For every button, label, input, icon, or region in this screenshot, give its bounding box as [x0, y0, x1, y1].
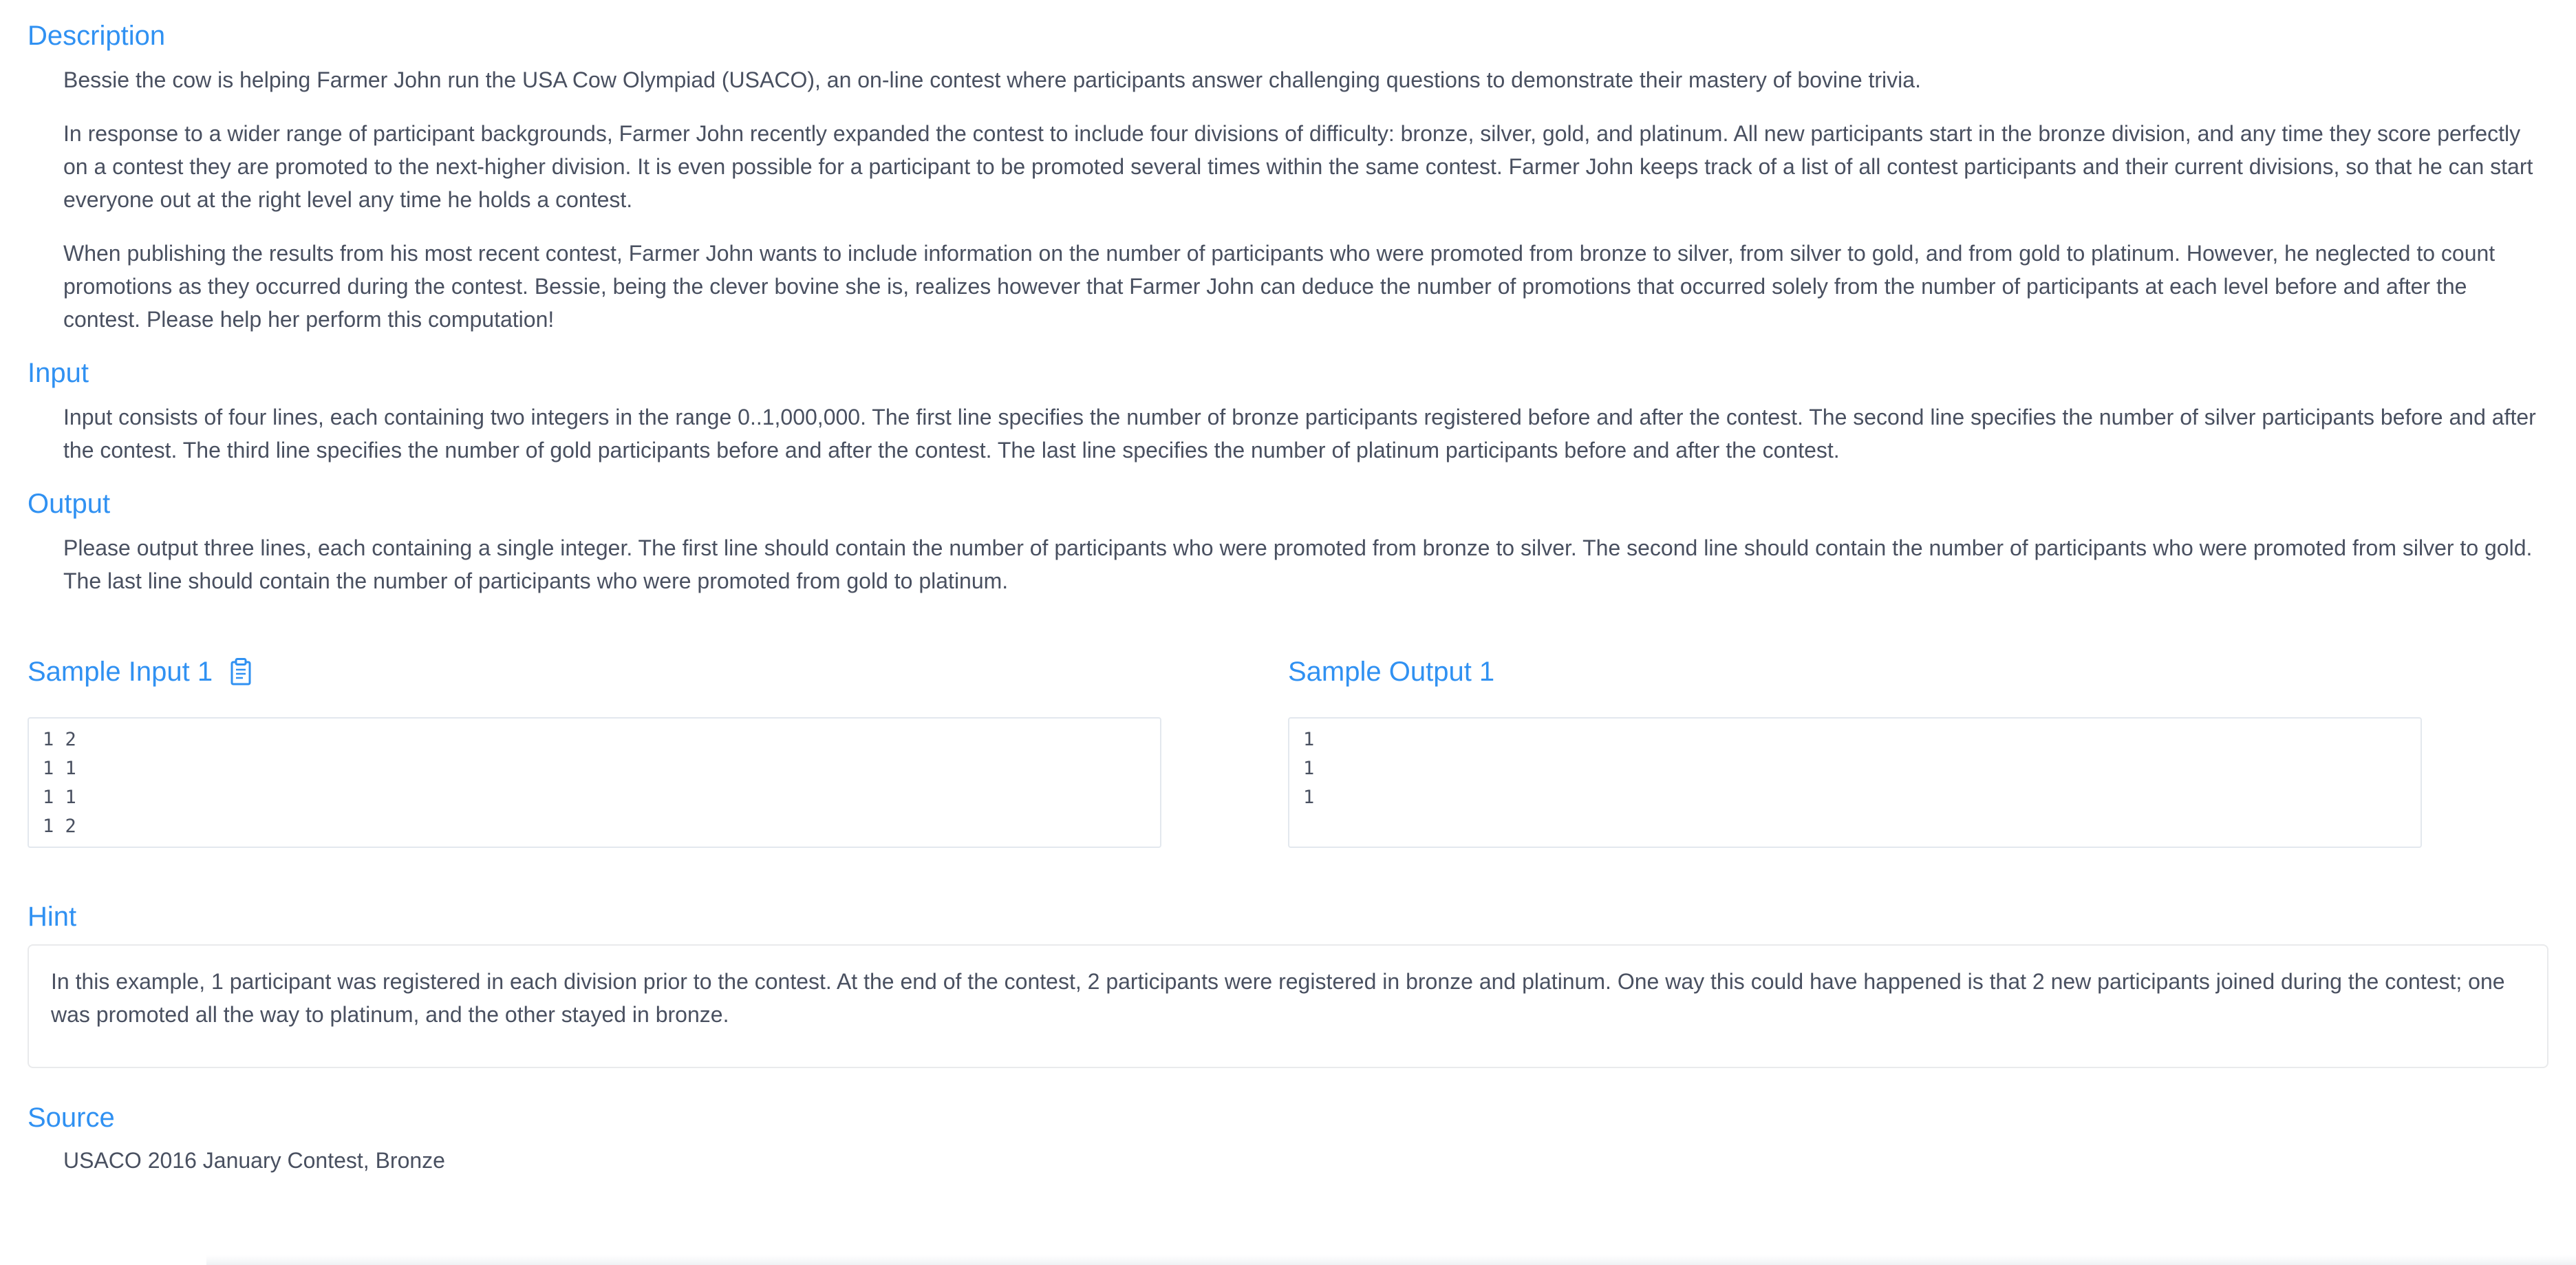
input-section — [28, 354, 2548, 467]
description-section — [28, 17, 2548, 336]
sample-input-title: Sample Input 1 — [28, 657, 213, 687]
description-paragraph: When publishing the results from his most recent contest, Farmer John wants to include information on the number of participants who were promoted from bronze to silver, from silver to gold, and from gold to platinum. However, he neglected to count promotions as they occurred during the contest. Bessie, being the clever bovine she is, realizes however that Farmer John can deduce the number of promotions that occurred solely from the number of participants at each level before and after the contest. Please help her perform this computation! — [63, 241, 2496, 332]
output-text: Please output three lines, each containing a single integer. The first line should contain the number of participants who were promoted from bronze to silver. The second line should contain the number of participants who were promoted from silver to gold. The last line should contain the number of participants who were promoted from gold to platinum. — [63, 535, 2533, 593]
hint-box — [28, 944, 2548, 1068]
sample-output-column — [1288, 652, 2422, 848]
description-paragraph: Bessie the cow is helping Farmer John run the USA Cow Olympiad (USACO), an on-line contest where participants answer challenging questions to demonstrate their mastery of bovine trivia. — [63, 67, 1921, 92]
input-title: Input — [28, 358, 89, 388]
sample-output-box[interactable]: 1 1 1 — [1288, 717, 2422, 848]
output-section — [28, 485, 2548, 597]
input-text: Input consists of four lines, each containing two integers in the range 0..1,000,000. The first line specifies the number of bronze participants registered before and after the contest. The second line specifies the number of silver participants before and after the contest. The third line specifies the number of gold participants before and after the contest. The last line specifies the number of platinum participants before and after the contest. — [63, 405, 2536, 463]
sample-output-header — [1288, 652, 2422, 691]
samples-row — [28, 652, 2548, 848]
description-title: Description — [28, 21, 166, 51]
hint-title: Hint — [28, 902, 77, 932]
hint-section — [28, 897, 2548, 1068]
sample-input-column — [28, 652, 1161, 848]
source-text: USACO 2016 January Contest, Bronze — [63, 1148, 445, 1173]
input-body — [28, 401, 2548, 467]
output-title: Output — [28, 489, 111, 519]
sample-input-box[interactable]: 1 2 1 1 1 1 1 2 — [28, 717, 1161, 848]
clipboard-icon-svg — [230, 658, 251, 685]
source-section — [28, 1098, 2548, 1177]
clipboard-icon[interactable] — [230, 658, 251, 685]
hint-text: In this example, 1 participant was registered in each division prior to the contest. At the end of the contest, 2 participants were registered in bronze and platinum. One way this could have happened is that 2 new participants joined during the contest; one was promoted all the way to platinum, and the other stayed in bronze. — [51, 969, 2505, 1027]
bottom-shadow — [206, 1255, 2576, 1265]
source-body — [28, 1144, 2548, 1177]
description-paragraph: In response to a wider range of participant backgrounds, Farmer John recently expanded the contest to include four divisions of difficulty: bronze, silver, gold, and platinum. All new participants start in the bronze division, and any time they score perfectly on a contest they are promoted to the next-higher division. It is even possible for a participant to be promoted several times within the same contest. Farmer John keeps track of a list of all contest participants and their current divisions, so that he can start everyone out at the right level any time he holds a contest. — [63, 121, 2533, 212]
sample-input-header — [28, 652, 1161, 691]
description-body — [28, 63, 2548, 336]
source-title: Source — [28, 1103, 115, 1133]
output-body — [28, 531, 2548, 597]
sample-output-title: Sample Output 1 — [1288, 657, 1495, 687]
